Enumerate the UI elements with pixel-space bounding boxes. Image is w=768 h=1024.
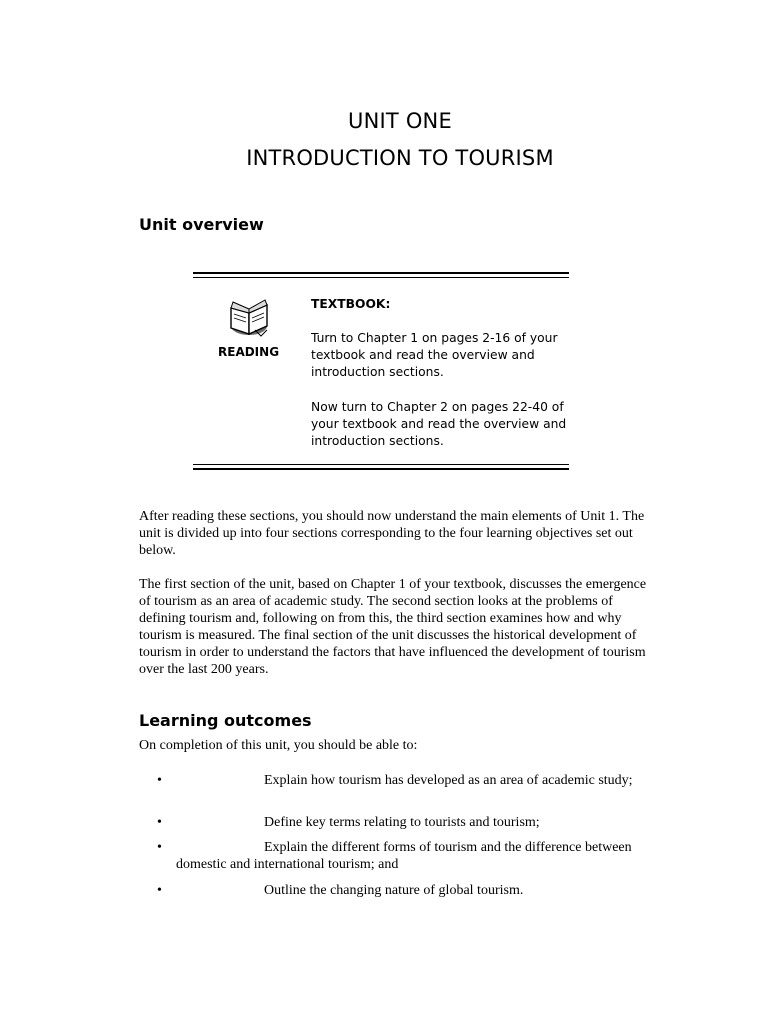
unit-overview-heading: Unit overview: [139, 215, 264, 234]
unit-title: INTRODUCTION TO TOURISM: [246, 146, 554, 170]
outcome-text: Define key terms relating to tourists and tourism;: [264, 815, 540, 830]
learning-outcomes-heading: Learning outcomes: [139, 711, 312, 730]
reading-instruction-1: Turn to Chapter 1 on pages 2-16 of your textbook and read the overview and introduction sections.: [311, 331, 558, 379]
outcomes-intro: On completion of this unit, you should be able to:: [139, 738, 418, 753]
outcome-text: Explain the different forms of tourism and the difference between domestic and international tourism; and: [176, 840, 632, 872]
outcome-text: Outline the changing nature of global tourism.: [264, 883, 524, 898]
bullet-icon: •: [157, 815, 162, 830]
paragraph-2: The first section of the unit, based on Chapter 1 of your textbook, discusses the emergence of tourism as an area of academic study. The second section looks at the problems of defining tourism and, following on from this, the third section examines how and why tourism is measured. The final section of the unit discusses the historical development of tourism in order to understand the factors that have influenced the development of tourism over the last 200 years.: [139, 577, 647, 677]
box-top-rule: [193, 272, 569, 274]
open-book-icon: [225, 296, 275, 340]
bullet-icon: •: [157, 773, 162, 788]
bullet-icon: •: [157, 840, 162, 855]
outcome-text: Explain how tourism has developed as an area of academic study;: [264, 773, 633, 788]
reading-label: READING: [218, 345, 280, 359]
box-bottom-rule-thin: [193, 464, 569, 465]
bullet-icon: •: [157, 883, 162, 898]
reading-instruction-2: Now turn to Chapter 2 on pages 22-40 of your textbook and read the overview and introduction sections.: [311, 400, 567, 448]
textbook-label: TEXTBOOK:: [311, 297, 391, 311]
box-top-rule-thin: [193, 277, 569, 278]
box-bottom-rule: [193, 468, 569, 470]
paragraph-1: After reading these sections, you should now understand the main elements of Unit 1. The unit is divided up into four sections corresponding to the four learning objectives set out below.: [139, 509, 645, 558]
unit-number-title: UNIT ONE: [348, 109, 452, 133]
